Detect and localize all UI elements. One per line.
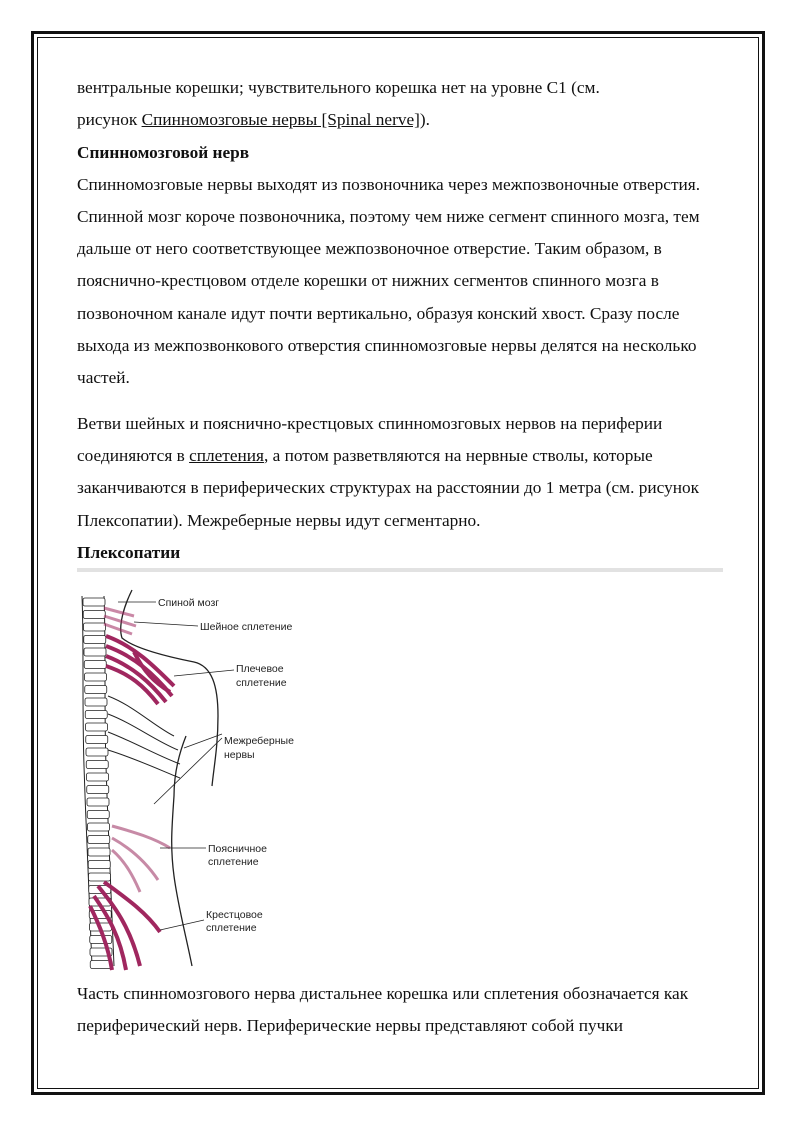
label-intercostal-line2: нервы <box>224 749 255 761</box>
lumbar-plexus-nerves <box>112 826 170 892</box>
intro-line-2-suffix: ). <box>419 110 430 130</box>
label-lumbar-line2: сплетение <box>208 856 259 868</box>
label-brachial-plexus-line1: Плечевое <box>236 663 284 675</box>
document-body <box>77 72 727 569</box>
vertebra <box>86 761 108 769</box>
intercostal-nerves <box>108 696 180 778</box>
vertebrae <box>83 598 112 969</box>
intro-line-2-prefix: рисунок <box>77 110 142 130</box>
vertebra <box>89 873 111 881</box>
vertebra <box>90 936 112 944</box>
vertebra <box>88 848 110 856</box>
label-brachial-plexus-line2: сплетение <box>236 677 287 689</box>
intro-line-1: вентральные корешки; чувствительного корешка нет на уровне С1 (см. <box>77 78 600 97</box>
plexus-anatomy-figure <box>74 586 314 972</box>
plexus-text-before: Ветви шейных и пояснично-крестцовых спинномозговых нервов на периферии соединяются в <box>77 413 663 465</box>
vertebra <box>85 686 107 694</box>
vertebra <box>84 623 106 631</box>
plexus-paragraph <box>77 408 727 537</box>
vertebra <box>86 723 108 731</box>
vertebra <box>88 861 110 869</box>
vertebra <box>86 736 108 744</box>
vertebra <box>84 648 106 656</box>
vertebra <box>88 823 110 831</box>
vertebra <box>84 636 106 644</box>
label-intercostal-line1: Межреберные <box>224 735 294 747</box>
vertebra <box>88 836 110 844</box>
plexus-link[interactable]: сплетения <box>189 445 264 465</box>
label-lumbar-line1: Поясничное <box>208 843 267 855</box>
vertebra <box>87 773 109 781</box>
vertebra <box>84 661 106 669</box>
label-cervical-plexus: Шейное сплетение <box>200 621 293 633</box>
label-spinal-cord: Спиной мозг <box>158 597 220 609</box>
heading-plexopathies: Плексопатии <box>77 542 181 562</box>
vertebra <box>87 798 109 806</box>
vertebra <box>86 748 108 756</box>
heading-spinal-nerve: Спинномозговой нерв <box>77 142 250 162</box>
plexus-diagram <box>74 586 314 972</box>
vertebra <box>85 673 107 681</box>
sacral-plexus-nerves <box>90 882 160 970</box>
vertebra <box>83 611 105 619</box>
peripheral-nerve-paragraph: Часть спинномозгового нерва дистальнее корешка или сплетения обозначается как периферический нерв. Периферические нервы представляют собой пучки <box>77 984 689 1036</box>
vertebra <box>87 786 109 794</box>
brachial-plexus-nerves <box>106 636 174 704</box>
body-outline <box>121 590 218 966</box>
plexus-text-after: , а потом разветвляются на нервные стволы, которые заканчиваются в периферических структурах на расстоянии до 1 метра (см. рисунок Плексопатии). Межреберные нервы идут сегментарно. <box>77 445 699 530</box>
vertebra <box>87 811 109 819</box>
peripheral-nerve-section <box>77 978 737 1043</box>
section-divider <box>77 568 723 572</box>
intro-paragraph <box>77 72 727 137</box>
vertebra <box>85 698 107 706</box>
cervical-plexus-nerves <box>104 608 136 634</box>
vertebra <box>83 598 105 606</box>
spinal-nerve-paragraph: Спинномозговые нервы выходят из позвоночника через межпозвоночные отверстия. Спинной мозг короче позвоночника, поэтому чем ниже сегмент спинного мозга, тем дальше от него соответствующее межпозвоночное отверстие. Таким образом, в пояснично-крестцовом отделе корешки от нижних сегментов спинного мозга в позвоночном канале идут почти вертикально, образуя конский хвост. Сразу после выхода из межпозвонкового отверстия спинномозговые нервы делятся на несколько частей. <box>77 174 701 388</box>
label-sacral-line2: сплетение <box>206 922 257 934</box>
vertebra <box>85 711 107 719</box>
spinal-nerve-figure-link[interactable]: Спинномозговые нервы [Spinal nerve] <box>141 110 420 130</box>
label-sacral-line1: Крестцовое <box>206 909 263 921</box>
